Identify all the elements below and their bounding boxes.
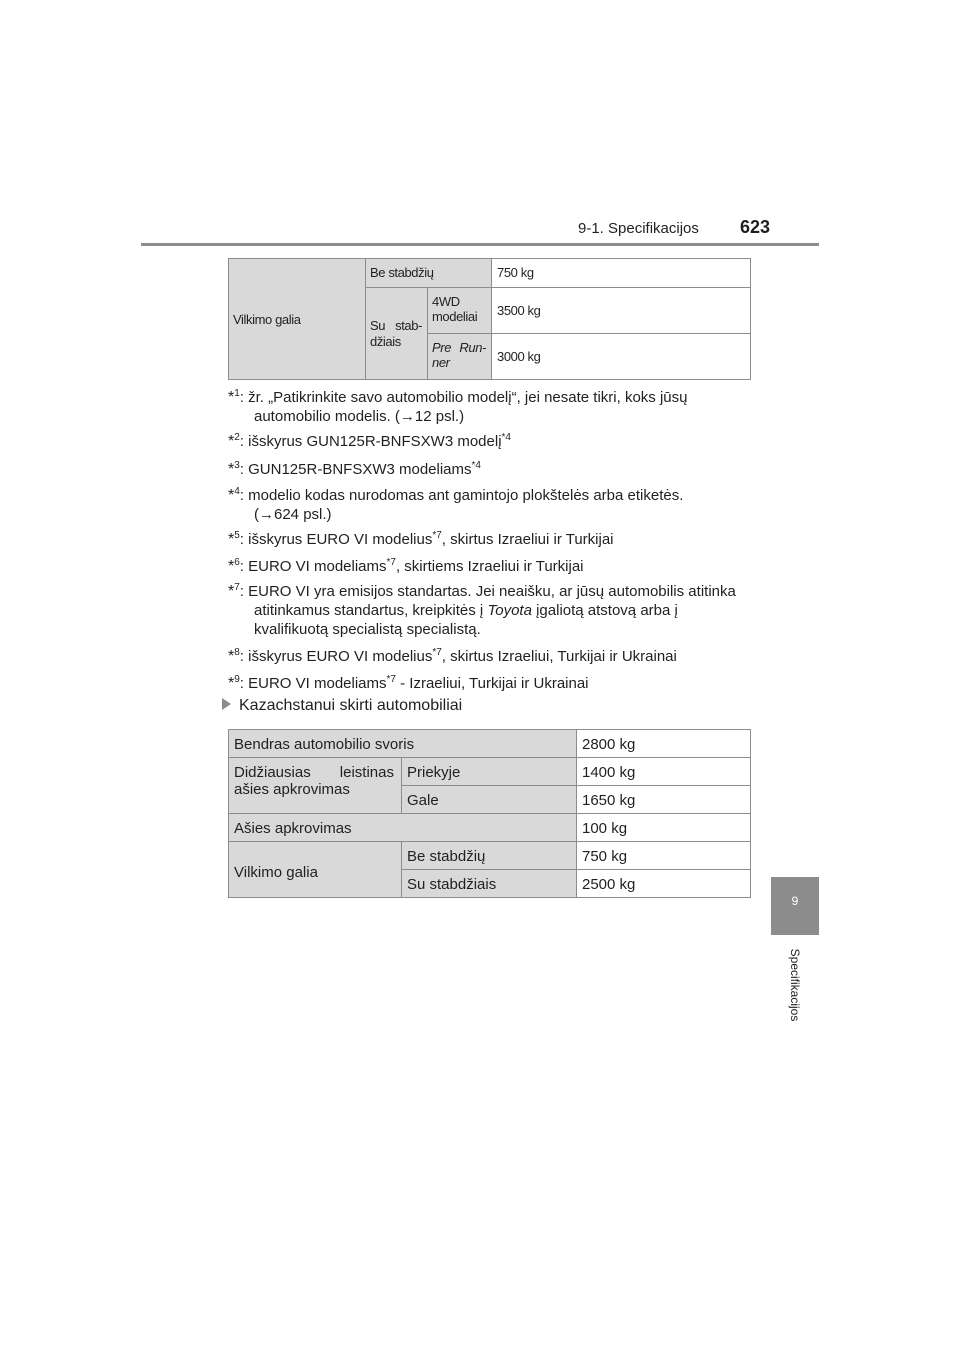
header-rule xyxy=(141,243,819,246)
no-brakes-label-2: Be stabdžių xyxy=(402,842,577,870)
axle-load-value: 100 kg xyxy=(577,814,751,842)
footnote-6: *$^6$: EURO VI modeliams$^{*7}$, skirtiems Izraeliui ir Turkijai xyxy=(228,557,584,575)
prerunner-label: Pre Run- ner xyxy=(428,334,492,380)
prerunner-value: 3000 kg xyxy=(492,334,751,380)
rear-value: 1650 kg xyxy=(577,786,751,814)
no-brakes-value-2: 750 kg xyxy=(577,842,751,870)
no-brakes-value: 750 kg xyxy=(492,259,751,288)
towing-label: Vilkimo galia xyxy=(229,259,366,380)
footnote-9: *$^9$: EURO VI modeliams$^{*7}$ - Izraeliui, Turkijai ir Ukrainai xyxy=(228,674,589,692)
kazakhstan-table xyxy=(228,729,751,898)
chapter-tab: 9 xyxy=(771,877,819,935)
axle-load-label: Ašies apkrovimas xyxy=(229,814,577,842)
gross-weight-label: Bendras automobilio svoris xyxy=(229,730,577,758)
front-value: 1400 kg xyxy=(577,758,751,786)
no-brakes-label: Be stabdžių xyxy=(366,259,492,288)
with-brakes-value-2: 2500 kg xyxy=(577,870,751,898)
footnote-3: *$^3$: GUN125R-BNFSXW3 modeliams$^{*4}$ xyxy=(228,460,481,478)
triangle-bullet-icon xyxy=(222,698,231,710)
4wd-value: 3500 kg xyxy=(492,288,751,334)
section-heading: Kazachstanui skirti automobiliai xyxy=(222,697,462,715)
with-brakes-label-2: Su stabdžiais xyxy=(402,870,577,898)
footnote-1: *$^1$: žr. „Patikrinkite savo automobilio modelį“, jei nesate tikri, koks jūsų automobilio modelis. (→12 psl.) xyxy=(228,388,688,425)
footnote-8: *$^8$: išskyrus EURO VI modelius$^{*7}$, skirtus Izraeliui, Turkijai ir Ukrainai xyxy=(228,647,677,665)
with-brakes-label: Su stab- džiais xyxy=(366,288,428,380)
front-label: Priekyje xyxy=(402,758,577,786)
max-axle-load-label: Didžiausias leistinas ašies apkrovimas xyxy=(229,758,402,814)
towing-label-2: Vilkimo galia xyxy=(229,842,402,898)
footnote-5: *$^5$: išskyrus EURO VI modelius$^{*7}$, skirtus Izraeliui ir Turkijai xyxy=(228,530,614,548)
rear-label: Gale xyxy=(402,786,577,814)
footnote-4: *$^4$: modelio kodas nurodomas ant gamintojo plokštelės arba etiketės. (→624 psl.) xyxy=(228,486,684,523)
page-number: 623 xyxy=(740,217,771,237)
footnote-7: *$^7$: EURO VI yra emisijos standartas. Jei neaišku, ar jūsų automobilis atitinka atitinkamus standartus, kreipkitės į Toyota įgaliotą atstovą arba į kvalifikuotą specialistą specialistą. xyxy=(228,582,736,638)
towing-table xyxy=(228,258,751,380)
section-title: 9-1. Specifikacijos xyxy=(578,220,699,237)
4wd-label: 4WD modeliai xyxy=(428,288,492,334)
footnote-2: *$^2$: išskyrus GUN125R-BNFSXW3 modelį$^{*4}$ xyxy=(228,432,511,450)
chapter-label: Specifikacijos xyxy=(788,948,802,1022)
gross-weight-value: 2800 kg xyxy=(577,730,751,758)
